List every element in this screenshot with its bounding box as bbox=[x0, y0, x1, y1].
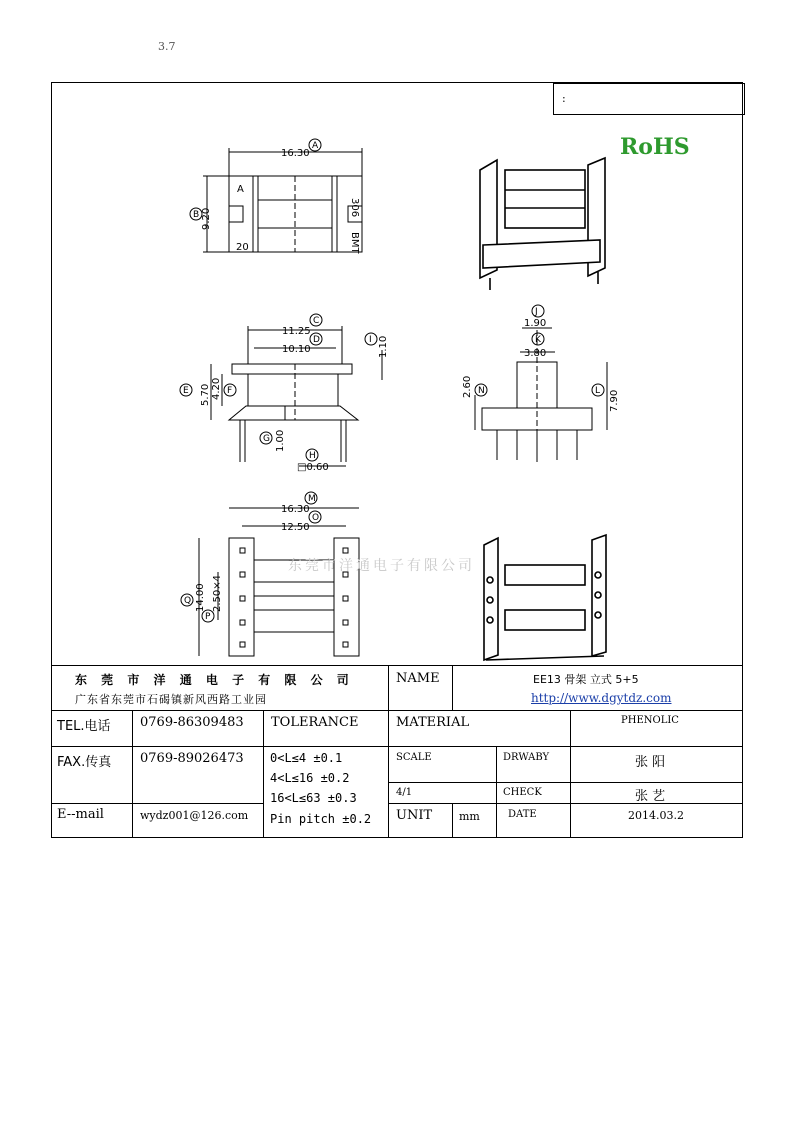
dim-p: 2.50×4 bbox=[212, 574, 223, 612]
top-text-bmt: BMT bbox=[349, 232, 360, 254]
mark-f: F bbox=[227, 386, 233, 396]
mark-j: J bbox=[535, 307, 538, 317]
top-view bbox=[190, 139, 362, 252]
mark-l: L bbox=[595, 386, 601, 396]
dim-l: 7.90 bbox=[609, 389, 620, 412]
date-value: 2014.03.2 bbox=[628, 809, 684, 822]
mark-b: B bbox=[193, 210, 200, 220]
dim-j: 1.90 bbox=[524, 318, 547, 329]
watermark: 东莞市洋通电子有限公司 bbox=[288, 558, 475, 574]
drawby-label: DRWABY bbox=[503, 752, 550, 763]
title-block bbox=[51, 665, 743, 838]
iso-view-bottom bbox=[484, 535, 606, 660]
company-address: 广东省东莞市石碣镇新风西路工业园 bbox=[75, 693, 267, 706]
mark-i: I bbox=[369, 335, 372, 345]
dim-o: 12.50 bbox=[281, 522, 310, 533]
tel-value: 0769-86309483 bbox=[140, 715, 244, 730]
material-label: MATERIAL bbox=[396, 715, 470, 730]
tel-label: TEL.电话 bbox=[57, 719, 111, 734]
top-text-20: 20 bbox=[236, 242, 249, 253]
dim-h: □0.60 bbox=[297, 462, 329, 473]
dim-d: 10.10 bbox=[282, 344, 311, 355]
check-label: CHECK bbox=[503, 787, 542, 798]
dim-q: 14.00 bbox=[195, 583, 206, 612]
fax-label: FAX.传真 bbox=[57, 755, 112, 770]
mark-e: E bbox=[183, 386, 189, 396]
mark-k: K bbox=[535, 335, 541, 345]
rohs-label: RoHS bbox=[620, 134, 690, 160]
dim-top-width: 16.30 bbox=[281, 148, 310, 159]
dim-c: 11.25 bbox=[282, 326, 311, 337]
tolerance-line-4: Pin pitch ±0.2 bbox=[270, 812, 372, 826]
dim-i: 1.10 bbox=[378, 335, 389, 358]
tolerance-line-3: 16<L≤63 ±0.3 bbox=[270, 791, 357, 805]
mark-a: A bbox=[312, 141, 319, 151]
mark-q: Q bbox=[184, 596, 192, 606]
mark-c: C bbox=[313, 316, 320, 326]
dim-top-height: 9.20 bbox=[201, 207, 212, 230]
check-value: 张 艺 bbox=[635, 789, 666, 804]
drawing-number-box: : bbox=[553, 83, 745, 115]
website-link[interactable]: http://www.dgytdz.com bbox=[531, 691, 672, 705]
top-note: 3.7 bbox=[158, 40, 176, 53]
email-value: wydz001@126.com bbox=[140, 809, 249, 822]
dim-n: 2.60 bbox=[462, 375, 473, 398]
dim-f: 4.20 bbox=[211, 377, 222, 400]
dim-e: 5.70 bbox=[200, 383, 211, 406]
top-text-306: 306 bbox=[349, 198, 360, 218]
email-label: E--mail bbox=[57, 807, 104, 822]
unit-value: mm bbox=[459, 810, 480, 823]
mark-n: N bbox=[478, 386, 485, 396]
tolerance-label: TOLERANCE bbox=[271, 715, 359, 730]
mark-h: H bbox=[309, 451, 316, 461]
mark-o: O bbox=[312, 513, 320, 523]
tolerance-line-2: 4<L≤16 ±0.2 bbox=[270, 771, 350, 785]
fax-value: 0769-89026473 bbox=[140, 751, 244, 766]
date-label: DATE bbox=[508, 809, 537, 820]
iso-view-top bbox=[480, 158, 605, 290]
mark-d: D bbox=[313, 335, 320, 345]
dim-m: 16.30 bbox=[281, 504, 310, 515]
dim-k: 3.80 bbox=[524, 348, 547, 359]
drawby-value: 张 阳 bbox=[635, 755, 666, 770]
scale-label: SCALE bbox=[396, 752, 432, 763]
top-text-a: A bbox=[237, 184, 244, 195]
part-name: EE13 骨架 立式 5+5 bbox=[533, 673, 639, 686]
name-label: NAME bbox=[396, 671, 440, 686]
mark-m: M bbox=[308, 494, 316, 504]
mark-p: P bbox=[205, 612, 211, 622]
unit-label: UNIT bbox=[396, 808, 433, 823]
tolerance-line-1: 0<L≤4 ±0.1 bbox=[270, 751, 343, 765]
scale-value: 4/1 bbox=[396, 787, 413, 798]
company-name: 东 莞 市 洋 通 电 子 有 限 公 司 bbox=[75, 673, 354, 687]
mark-g: G bbox=[263, 434, 270, 444]
dim-g: 1.00 bbox=[275, 429, 286, 452]
material-value: PHENOLIC bbox=[621, 715, 679, 726]
